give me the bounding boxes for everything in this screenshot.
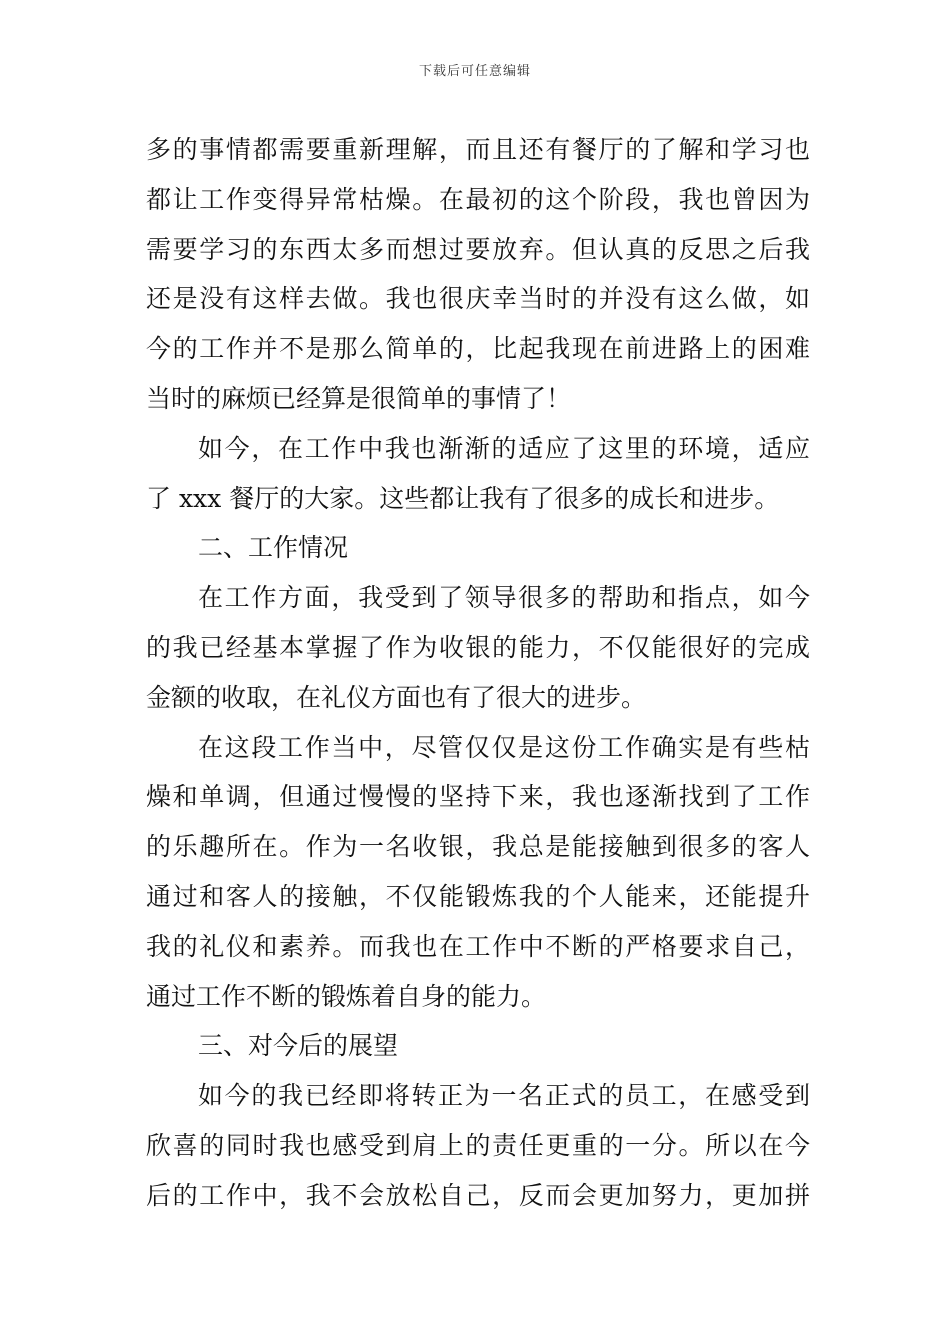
text-line: 当时的麻烦已经算是很简单的事情了！ <box>146 383 572 413</box>
text-line: 了 xxx 餐厅的大家。这些都让我有了很多的成长和进步。 <box>146 483 780 513</box>
section-heading: 二、工作情况 <box>198 533 349 563</box>
text-line: 我的礼仪和素养。而我也在工作中不断的严格要求自己， <box>146 931 810 961</box>
text-line: 燥和单调，但通过慢慢的坚持下来，我也逐渐找到了工作 <box>146 782 810 812</box>
text-line: 需要学习的东西太多而想过要放弃。但认真的反思之后我 <box>146 234 810 264</box>
text-line: 如今，在工作中我也渐渐的适应了这里的环境，适应 <box>198 433 810 463</box>
text-line: 多的事情都需要重新理解，而且还有餐厅的了解和学习也 <box>146 135 810 164</box>
text-line: 在工作方面，我受到了领导很多的帮助和指点，如今 <box>198 583 810 613</box>
text-line: 金额的收取，在礼仪方面也有了很大的进步。 <box>146 682 647 712</box>
page-header: 下载后可任意编辑 <box>418 64 531 79</box>
text-line: 在这段工作当中，尽管仅仅是这份工作确实是有些枯 <box>198 732 810 762</box>
text-line: 欣喜的同时我也感受到肩上的责任更重的一分。所以在今 <box>146 1130 810 1160</box>
document-body <box>146 125 810 1221</box>
text-line: 后的工作中，我不会放松自己，反而会更加努力，更加拼 <box>146 1180 810 1210</box>
text-line: 通过和客人的接触，不仅能锻炼我的个人能来，还能提升 <box>146 881 810 911</box>
text-line: 的我已经基本掌握了作为收银的能力，不仅能很好的完成 <box>146 632 810 662</box>
text-line: 的乐趣所在。作为一名收银，我总是能接触到很多的客人 <box>146 832 810 862</box>
section-heading: 三、对今后的展望 <box>198 1031 399 1061</box>
text-line: 还是没有这样去做。我也很庆幸当时的并没有这么做，如 <box>146 284 810 314</box>
text-line: 都让工作变得异常枯燥。在最初的这个阶段，我也曾因为 <box>146 184 810 214</box>
text-line: 如今的我已经即将转正为一名正式的员工，在感受到 <box>198 1081 810 1111</box>
text-line: 通过工作不断的锻炼着自身的能力。 <box>146 981 547 1011</box>
text-line: 今的工作并不是那么简单的，比起我现在前进路上的困难 <box>146 334 810 364</box>
